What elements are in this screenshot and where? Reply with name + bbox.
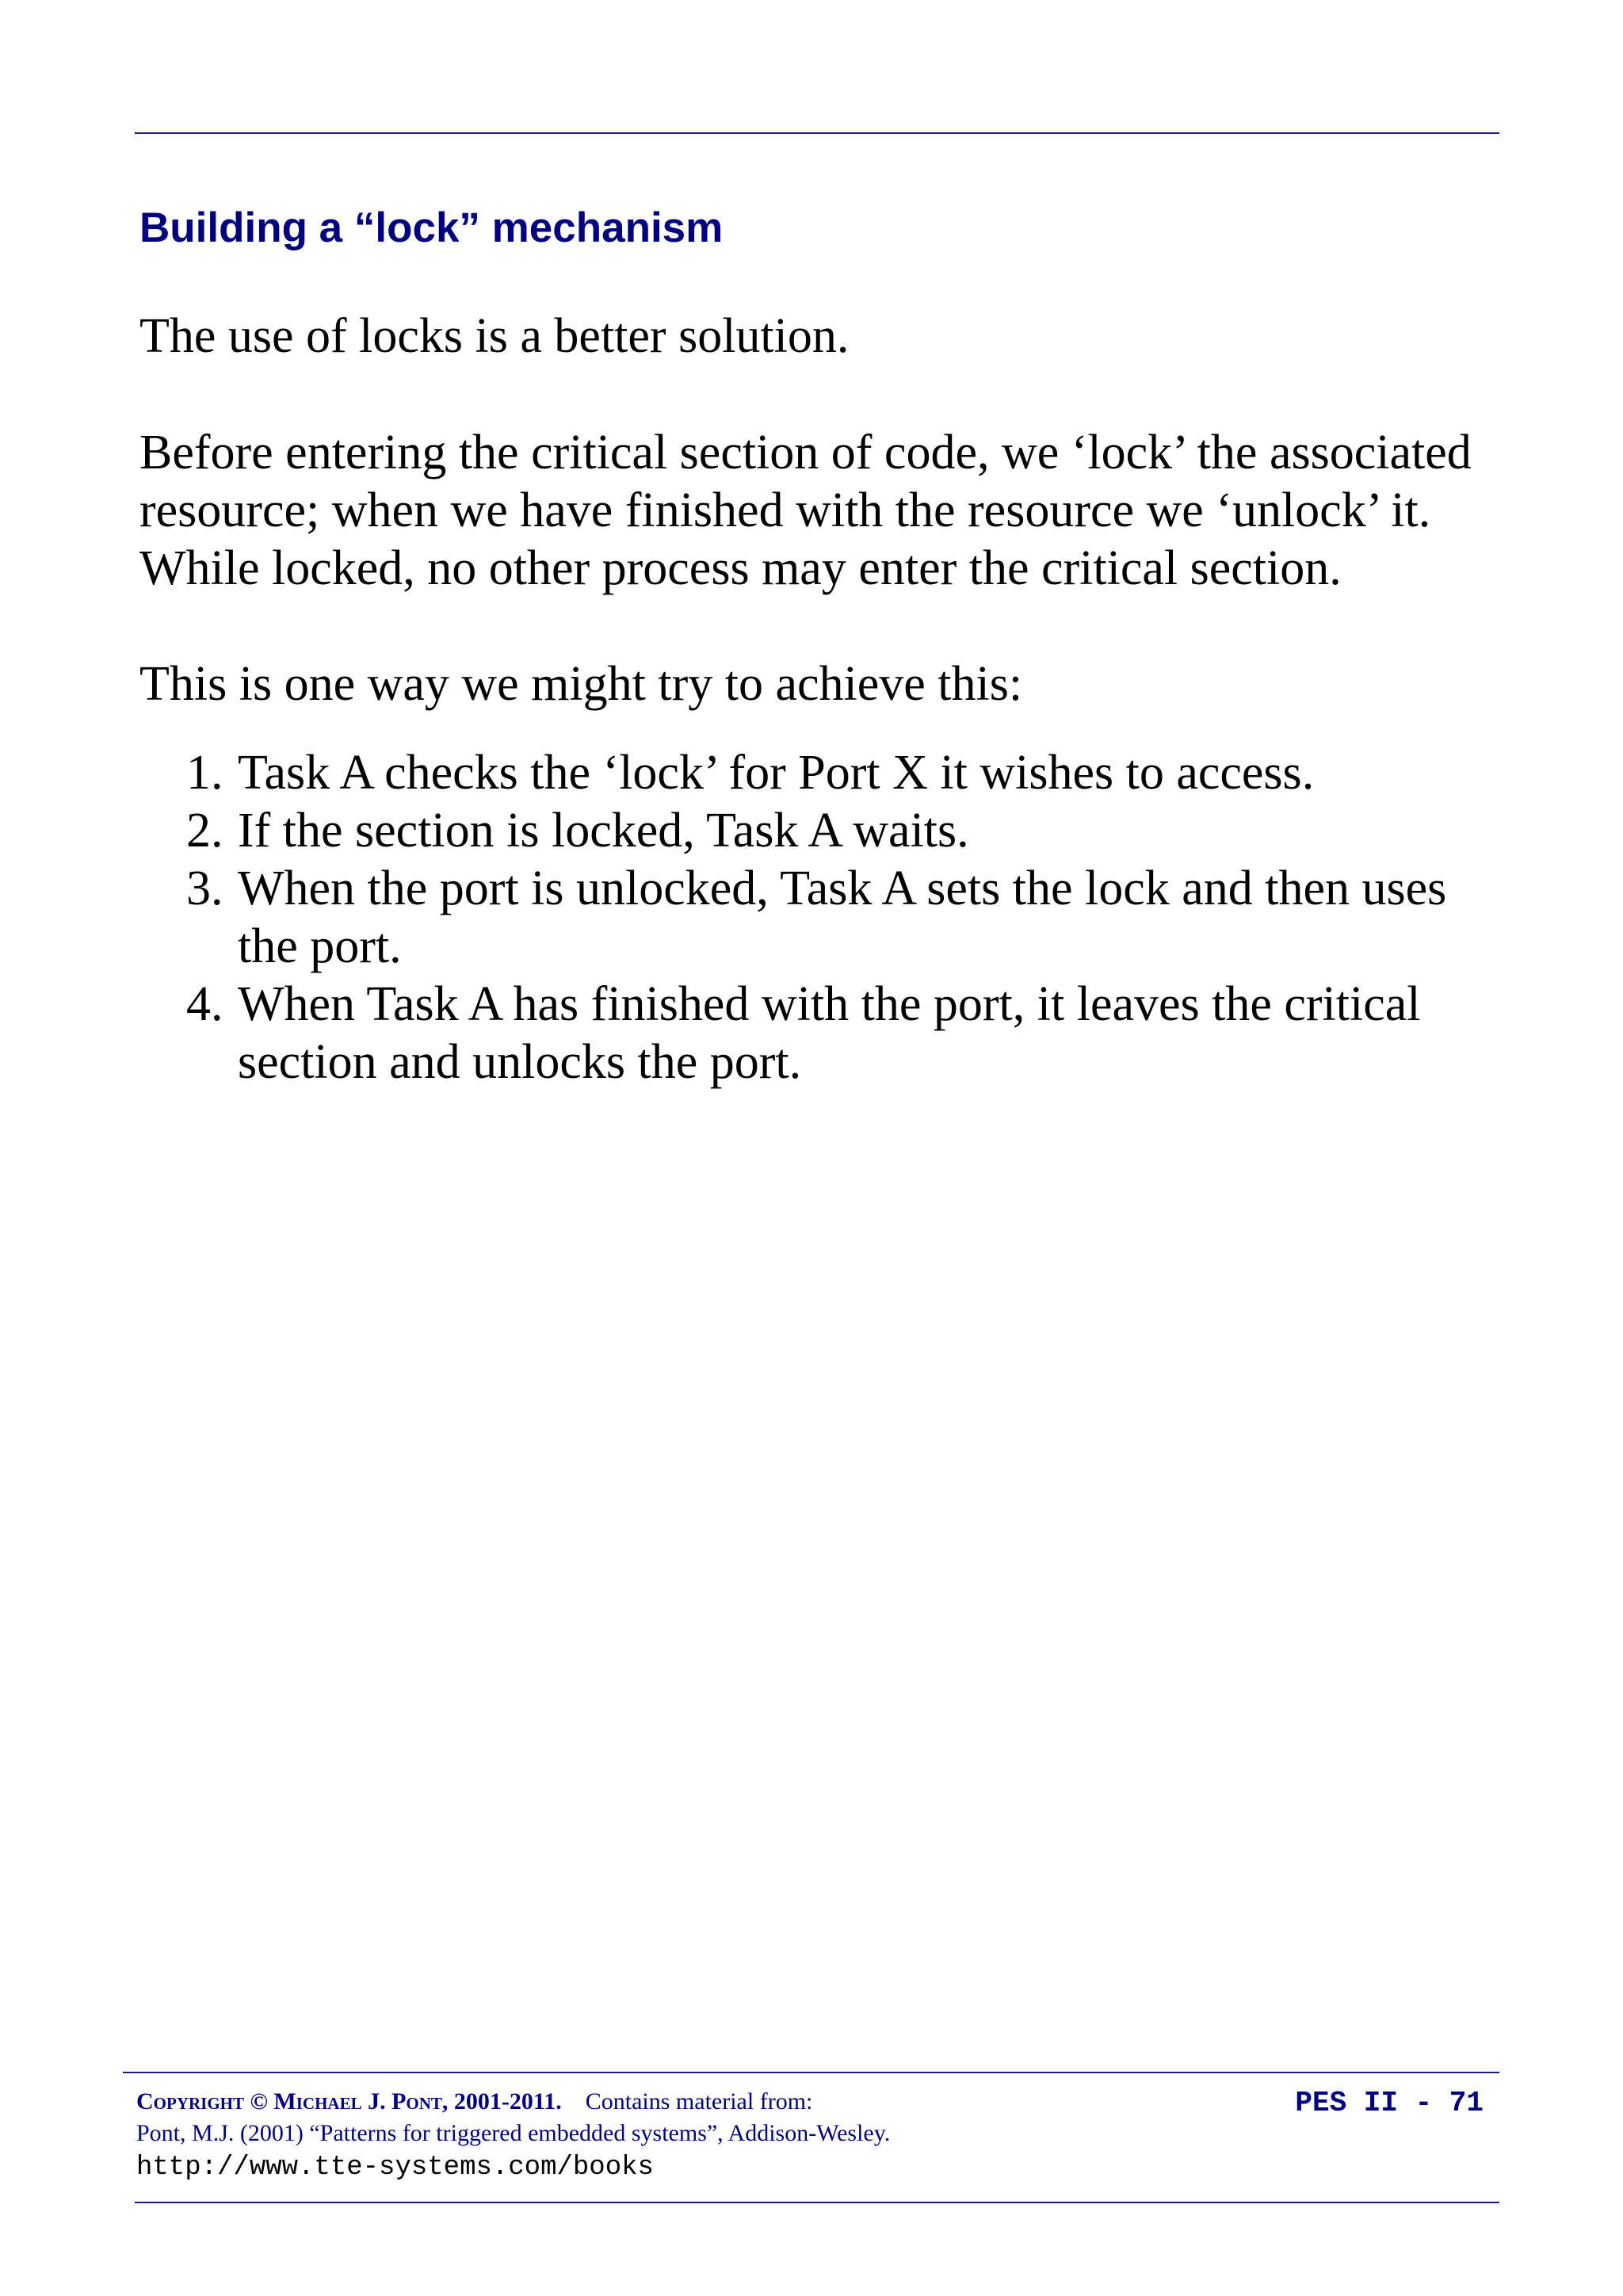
list-item (186, 976, 1446, 1091)
list-item-text: Task A checks the ‘lock’ for Port X it wishes to access. (238, 746, 1315, 800)
list-item-text: section and unlocks the port. (238, 1035, 802, 1089)
footer-bottom-divider (135, 2202, 1499, 2203)
page-number: PES II - 71 (1295, 2087, 1484, 2119)
list-number: 4. (186, 977, 223, 1031)
steps-list (186, 744, 1446, 1091)
list-item-text: When Task A has finished with the port, it leaves the critical (238, 977, 1421, 1031)
footer-credits (136, 2086, 890, 2149)
paragraph-lock-description (139, 424, 1472, 598)
list-item (186, 744, 1446, 802)
list-item (186, 860, 1446, 976)
footer-citation: Pont, M.J. (2001) “Patterns for triggered embedded systems”, Addison-Wesley. (136, 2120, 891, 2146)
top-divider (135, 132, 1499, 134)
paragraph-steps-intro: This is one way we might try to achieve this: (139, 657, 1023, 711)
footer-url: http://www.tte-systems.com/books (136, 2153, 654, 2183)
list-number: 2. (186, 804, 223, 858)
list-number: 1. (186, 746, 223, 800)
list-item-text: When the port is unlocked, Task A sets the lock and then uses (238, 861, 1447, 915)
paragraph-line: Before entering the critical section of code, we ‘lock’ the associated (139, 426, 1472, 479)
list-item-text: If the section is locked, Task A waits. (238, 804, 969, 858)
paragraph-intro: The use of locks is a better solution. (139, 309, 850, 363)
list-number: 3. (186, 861, 223, 915)
paragraph-line: While locked, no other process may enter the critical section. (139, 541, 1342, 595)
page-title: Building a “lock” mechanism (139, 204, 724, 251)
footer-top-divider (123, 2072, 1499, 2073)
copyright-notice: Copyright © Michael J. Pont, 2001-2011. (136, 2088, 562, 2115)
list-item (186, 802, 1446, 860)
list-item-text: the port. (238, 919, 402, 973)
paragraph-line: resource; when we have finished with the resource we ‘unlock’ it. (139, 483, 1431, 537)
contains-material-note: Contains material from: (585, 2088, 813, 2115)
